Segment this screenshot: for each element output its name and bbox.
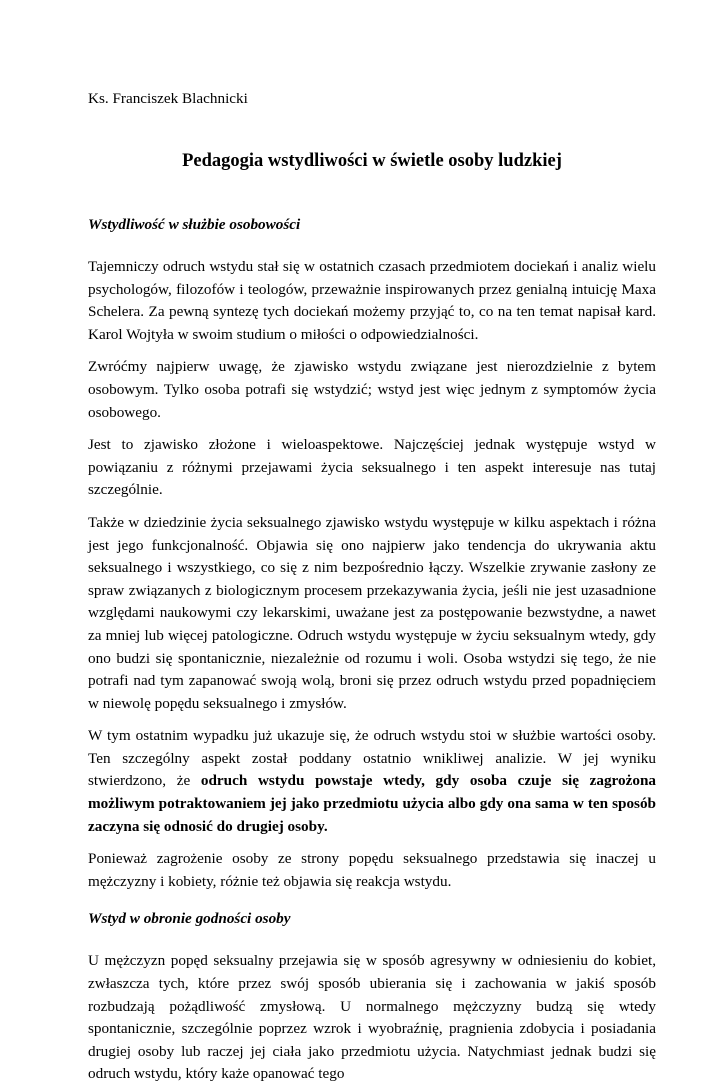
section-heading: Wstydliwość w służbie osobowości (88, 216, 301, 233)
author-line: Ks. Franciszek Blachnicki (88, 90, 248, 107)
paragraph: Jest to zjawisko złożone i wieloaspektowe. Najczęściej jednak występuje wstyd w powiązaniu z różnymi przejawami życia seksualnego i ten aspekt interesuje nas tutaj szczególnie. (88, 436, 656, 499)
paragraph (88, 725, 656, 838)
section-heading: Wstyd w obronie godności osoby (88, 910, 291, 928)
emphasized-text: odruch wstydu powstaje wtedy, gdy osoba czuje się zagrożona możliwym potraktowaniem jej jako przedmiotu użycia albo gdy ona sama w ten sposób zaczyna się odnosić do drugiej osoby. (88, 772, 656, 835)
paragraph: Zwróćmy najpierw uwagę, że zjawisko wstydu związane jest nierozdzielnie z bytem osobowym. Tylko osoba potrafi się wstydzić; wstyd jest więc jednym z symptomów życia osobowego. (88, 358, 656, 421)
document-title: Pedagogia wstydliwości w świetle osoby ludzkiej (182, 151, 562, 171)
paragraph: U mężczyzn popęd seksualny przejawia się w sposób agresywny w odniesieniu do kobiet, zwłaszcza tych, które przez swój sposób ubierania się i zachowania w jakiś sposób rozbudzają pożądliwość zmysłową. U normalnego mężczyzny budzą się wtedy spontanicznie, szczególnie poprzez wzrok i wyobraźnię, pragnienia zdobycia i posiadania drugiej osoby lub raczej jej ciała jako przedmiotu użycia. Natychmiast jednak budzi się odruch wstydu, który każe opanować tego (88, 952, 656, 1083)
paragraph: Także w dziedzinie życia seksualnego zjawisko wstydu występuje w kilku aspektach i różna jest jego funkcjonalność. Objawia się ono najpierw jako tendencja do ukrywania aktu seksualnego i wszystkiego, co się z nim bezpośrednio łączy. Wszelkie zrywanie zasłony ze spraw związanych z biologicznym procesem przekazywania życia, jeśli nie jest uzasadnione względami naukowymi czy lekarskimi, uważane jest za postępowanie bezwstydne, a nawet za mniej lub więcej patologiczne. Odruch wstydu występuje w życiu seksualnym wtedy, gdy ono budzi się spontanicznie, niezależnie od rozumu i woli. Osoba wstydzi się tego, że nie potrafi nad tym zapanować swoją wolą, broni się przez odruch wstydu przed popadnięciem w niewolę popędu seksualnego i zmysłów. (88, 513, 656, 712)
paragraph-text: W tym ostatnim wypadku już ukazuje się, że odruch wstydu stoi w służbie wartości osoby. Ten szczególny aspekt został poddany ostatnio wnikliwej analizie. W jej wyniku stwierdzono, że (88, 727, 656, 790)
document-page (88, 82, 656, 1086)
paragraph: Ponieważ zagrożenie osoby ze strony popędu seksualnego przedstawia się inaczej u mężczyzny i kobiety, różnie też objawia się reakcja wstydu. (88, 850, 656, 890)
paragraph: Tajemniczy odruch wstydu stał się w ostatnich czasach przedmiotem dociekań i analiz wielu psychologów, filozofów i teologów, przeważnie inspirowanych przez genialną intuicję Maxa Schelera. Za pewną syntezę tych dociekań możemy przyjąć to, co na ten temat napisał kard. Karol Wojtyła w swoim studium o miłości o odpowiedzialności. (88, 258, 656, 343)
